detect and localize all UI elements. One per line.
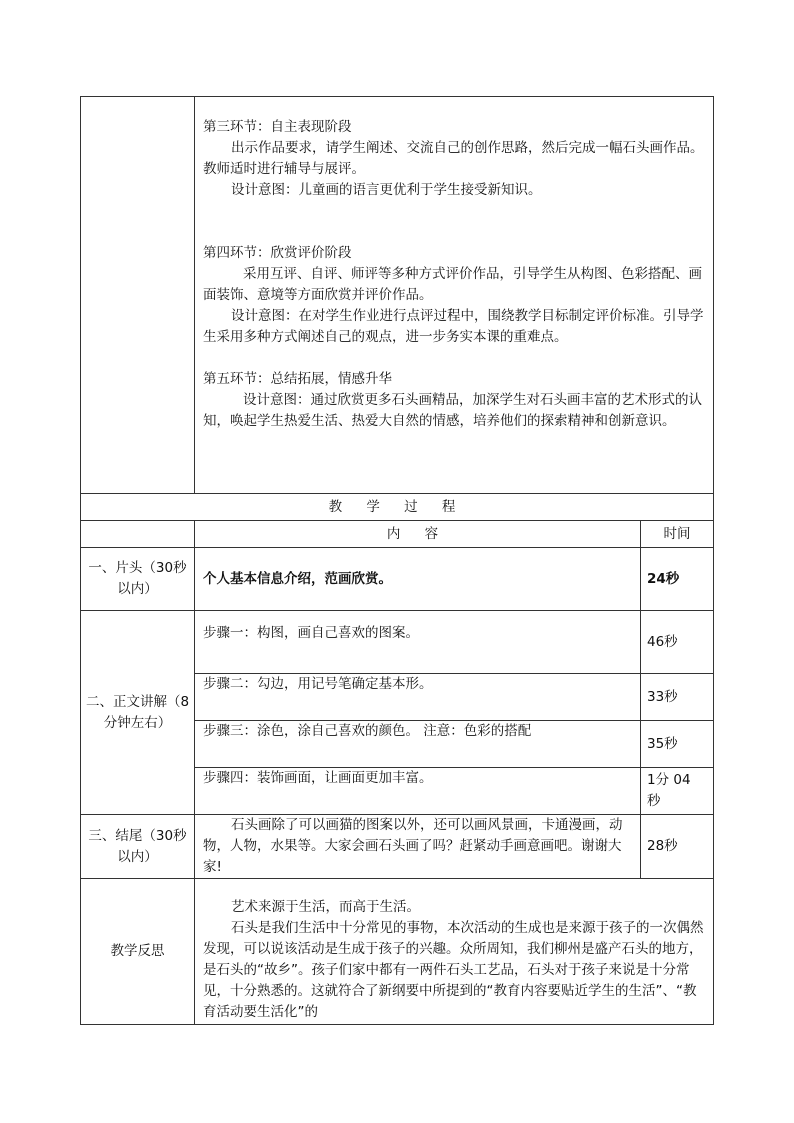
process-heading: 教 学 过 程 bbox=[81, 494, 714, 521]
row-label: 一、片头（30秒以内） bbox=[81, 548, 195, 611]
stage5-design-intent: 设计意图：通过欣赏更多石头画精品，加深学生对石头画丰富的艺术形式的认知，唤起学生热爱生活、热爱大自然的情感，培养他们的探索精神和创新意识。 bbox=[203, 392, 702, 429]
row-content: 石头画除了可以画猫的图案以外，还可以画风景画，卡通漫画，动物，人物，水果等。大家会画石头画了吗？赶紧动手画意画吧。谢谢大家! bbox=[203, 817, 623, 875]
reflection-content bbox=[195, 879, 714, 1025]
row-content: 个人基本信息介绍，范画欣赏。 bbox=[195, 548, 641, 611]
reflection-row bbox=[81, 879, 714, 1025]
table-row bbox=[81, 815, 714, 879]
stage4-paragraph: 采用互评、自评、师评等多种方式评价作品，引导学生从构图、色彩搭配、画面装饰、意境等方面欣赏并评价作品。 bbox=[203, 266, 702, 303]
process-heading-row bbox=[81, 494, 714, 521]
row-time: 35秒 bbox=[641, 721, 714, 768]
stage5-title: 第五环节：总结拓展，情感升华 bbox=[203, 371, 392, 387]
time-column-header: 时间 bbox=[641, 521, 714, 548]
stage4-design-intent: 设计意图：在对学生作业进行点评过程中，围绕教学目标制定评价标准。引导学生采用多种方式阐述自己的观点，进一步务实本课的重难点。 bbox=[203, 308, 704, 345]
row-time: 24秒 bbox=[641, 548, 714, 611]
stages-label-cell bbox=[81, 97, 195, 494]
row-label: 三、结尾（30秒以内） bbox=[81, 815, 195, 879]
stage4-title: 第四环节：欣赏评价阶段 bbox=[203, 245, 352, 261]
reflection-paragraph: 石头是我们生活中十分常见的事物，本次活动的生成也是来源于孩子的一次偶然发现，可以说该活动是生成于孩子的兴趣。众所周知，我们柳州是盛产石头的地方，是石头的“故乡”。孩子们家中都有一两件石头工艺品，石头对于孩子来说是十分常见，十分熟悉的。这就符合了新纲要中所提到的“教育内容要贴近学生的生活”、“教育活动要生活化”的 bbox=[203, 920, 704, 1020]
row-time: 33秒 bbox=[641, 674, 714, 721]
content-column-header: 内 容 bbox=[195, 521, 641, 548]
process-header-row bbox=[81, 521, 714, 548]
reflection-label: 教学反思 bbox=[81, 879, 195, 1025]
stage3-design-intent: 设计意图：儿童画的语言更优利于学生接受新知识。 bbox=[231, 182, 542, 198]
row-content: 步骤一：构图，画自己喜欢的图案。 bbox=[195, 611, 641, 674]
row-content: 步骤三：涂色，涂自己喜欢的颜色。 注意：色彩的搭配 bbox=[195, 721, 641, 768]
lesson-plan-table bbox=[80, 96, 714, 1025]
stage3-paragraph: 出示作品要求，请学生阐述、交流自己的创作思路，然后完成一幅石头画作品。教师适时进行辅导与展评。 bbox=[203, 140, 704, 177]
stage3-title: 第三环节：自主表现阶段 bbox=[203, 119, 352, 135]
row-content: 步骤四：装饰画面，让画面更加丰富。 bbox=[195, 768, 641, 815]
stages-content-cell bbox=[195, 97, 714, 494]
row-time: 1分 04秒 bbox=[641, 768, 714, 815]
row-content: 步骤二：勾边，用记号笔确定基本形。 bbox=[195, 674, 641, 721]
reflection-paragraph: 艺术来源于生活，而高于生活。 bbox=[231, 899, 420, 915]
row-label: 二、正文讲解（8分钟左右） bbox=[81, 611, 195, 815]
row-time: 28秒 bbox=[641, 815, 714, 879]
stages-row bbox=[81, 97, 714, 494]
row-time: 46秒 bbox=[641, 611, 714, 674]
table-row bbox=[81, 548, 714, 611]
table-row bbox=[81, 611, 714, 674]
